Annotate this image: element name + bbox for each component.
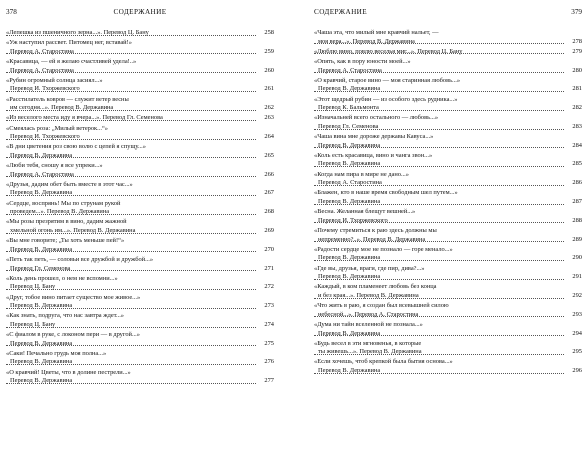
toc-entry: [6, 29, 274, 38]
toc-entry-text: «Уж наступил рассвет. Питомец нег, вставай!» Перевод А. Старостина: [6, 39, 132, 55]
toc-entry-page: 269: [264, 227, 274, 234]
toc-entry: [6, 275, 274, 292]
toc-entry: [6, 200, 274, 217]
toc-entry: [6, 114, 274, 123]
page-header: [314, 8, 582, 22]
toc-entry-text: «Когда нам пира в мире не дано...» Перевод А. Старостина: [314, 170, 409, 187]
toc-entry-text: «Люби тебя, сношу я все упреки...» Перевод А. Старостина: [6, 162, 103, 178]
toc-entry: [6, 256, 274, 273]
toc-entry-text: «Чаша эта, что милый мне кравчий нальет, — моя вера...». Перевод В. Державина: [314, 29, 439, 45]
toc-entry: [314, 246, 582, 263]
toc-entry-page: 275: [264, 339, 274, 347]
toc-entry-text: «Опять, как в пору юности моей...» Перевод А. Старостина: [314, 57, 411, 74]
toc-entry-text: «Как знать, подруга, что нас завтра ждет...» Перевод Ц. Бану: [6, 312, 125, 328]
toc-entry-text: «Каждый, в ком пламенеет любовь без конца и без края...». Перевод В. Державина: [314, 283, 437, 299]
toc-list: [314, 29, 582, 376]
toc-entry-page: 270: [264, 245, 274, 253]
toc-entry-text: «С фиалом в руке, с локоном пери — в другой...» Перевод В. Державина: [6, 331, 140, 347]
page-header: [6, 8, 274, 22]
toc-entry: [6, 77, 274, 94]
toc-entry-text: «О кравчий, старое вино — моя старинная любовь...» Перевод В. Державина: [314, 76, 461, 93]
toc-entry: [314, 152, 582, 169]
toc-entry-page: 288: [572, 216, 582, 224]
toc-entry: [314, 321, 582, 338]
toc-entry: [6, 162, 274, 179]
toc-entry: [6, 312, 274, 329]
toc-entry-page: 273: [264, 302, 274, 310]
toc-entry: [6, 369, 274, 386]
toc-entry-page: 267: [264, 189, 274, 197]
toc-entry-page: 261: [264, 85, 274, 93]
toc-entry-text: «Друзья, дадим обет быть вместе в этот час...» Перевод В. Державина: [6, 180, 133, 197]
toc-entry-text: «Будь весел в эти мгновенья, в которые ты живешь...». Перевод В. Державина: [314, 339, 422, 356]
toc-entry: [6, 181, 274, 198]
toc-entry-page: 266: [264, 170, 274, 178]
page-number: 378: [6, 8, 17, 16]
toc-entry-text: «Этот щедрый рубин — из особого здесь рудника...» Перевод К. Бальмонта: [314, 95, 458, 112]
toc-entry: [314, 340, 582, 357]
toc-entry-page: 284: [572, 141, 582, 149]
toc-entry: [314, 358, 582, 375]
toc-entry: [6, 39, 274, 56]
toc-entry: [314, 227, 582, 244]
toc-entry: [314, 29, 582, 46]
toc-entry-text: «Почему стремиться к раю здесь должны мы непременно?..». Перевод В. Державина: [314, 227, 437, 243]
toc-entry: [314, 208, 582, 225]
toc-entry-text: «В дни цветения роз свою волю с цепей я спущу...» Перевод В. Державина: [6, 143, 146, 159]
toc-entry-page: 262: [264, 104, 274, 112]
toc-entry-text: «Из веселого места иду я вчера...». Перевод Гл. Семенова: [6, 114, 163, 122]
toc-entry-text: «Радости сердце мое не познало — горе менало...» Перевод В. Державина: [314, 245, 453, 262]
toc-entry-text: «Расстилатель ковров — служит ветер весны им сегодня...». Перевод В. Державина: [6, 95, 129, 112]
toc-entry: [314, 189, 582, 206]
toc-entry: [6, 294, 274, 311]
toc-entry: [6, 125, 274, 142]
toc-entry-page: 287: [572, 198, 582, 206]
toc-entry: [6, 218, 274, 235]
toc-entry-page: 258: [264, 29, 274, 36]
toc-entry-page: 281: [572, 85, 582, 93]
toc-entry-text: «О кравчий! Цветы, что в долине пестрели...» Перевод В. Державина: [6, 368, 131, 385]
toc-entry-page: 293: [572, 310, 582, 318]
toc-entry-text: «Где вы, друзья, враги, где пир, дива?...» Перевод В. Державина: [314, 264, 425, 281]
toc-entry-page: 259: [264, 47, 274, 55]
toc-entry-page: 265: [264, 151, 274, 159]
page-number: 379: [571, 8, 582, 16]
toc-entry: [314, 114, 582, 131]
toc-entry-page: 280: [572, 66, 582, 74]
toc-entry-text: «Люблю вино, повлю веселья миг...». Перевод Ц. Бану: [314, 47, 463, 55]
toc-entry-text: «Смеялась роза: „Милый ветерок...“» Перевод И. Тхоржевского: [6, 124, 108, 141]
toc-entry-page: 282: [572, 104, 582, 112]
toc-entry-text: «Коль есть красавица, вино и чанга звон...» Перевод В. Державина: [314, 151, 433, 168]
toc-entry-page: 292: [572, 291, 582, 299]
toc-entry-page: 291: [572, 273, 582, 281]
toc-entry-text: «Если хочешь, чтоб крепкой была бытия основа...» Перевод В. Державина: [314, 358, 453, 375]
toc-entry-text: «Блажен, кто в наше время свободным шел путем...» Перевод В. Державина: [314, 189, 458, 206]
toc-entry-page: 290: [572, 254, 582, 262]
toc-entry: [6, 143, 274, 160]
toc-entry-text: «Сердце, воспрянь! Мы по струнам рукой проведем...». Перевод В. Державина: [6, 199, 121, 216]
toc-entry-page: 264: [264, 133, 274, 141]
toc-entry: [314, 77, 582, 94]
toc-list: [6, 29, 274, 386]
toc-entry-page: 272: [264, 283, 274, 291]
toc-entry-text: «Чаша вина мне дороже державы Кавуса...» Перевод В. Державина: [314, 133, 434, 149]
toc-entry-text: «Лепешка из пшеничного зерна...». Перевод Ц. Бану: [6, 29, 149, 36]
running-title: СОДЕРЖАНИЕ: [314, 8, 368, 16]
toc-entry-page: 274: [264, 320, 274, 328]
toc-entry-text: «Друг, тобое вино питает существо мое живое...» Перевод В. Державина: [6, 293, 141, 310]
toc-entry-text: «Весна. Желанная блещут вешней...» Перевод И. Тхоржевского: [314, 208, 416, 224]
toc-entry-text: «Саки! Печально грудь моя полна...» Перевод В. Державина: [6, 349, 107, 366]
running-title: СОДЕРЖАНИЕ: [113, 8, 167, 16]
toc-entry-text: «Красавица, — ей я желаю счастливей удела!..» Перевод А. Старостина: [6, 57, 137, 74]
toc-entry: [314, 48, 582, 57]
toc-entry: [314, 302, 582, 319]
toc-entry: [314, 96, 582, 113]
toc-entry-page: 295: [572, 348, 582, 356]
toc-entry-page: 276: [264, 358, 274, 366]
toc-entry: [6, 237, 274, 254]
toc-entry: [6, 58, 274, 75]
toc-entry: [314, 58, 582, 75]
toc-entry-page: 289: [572, 235, 582, 243]
toc-entry: [314, 283, 582, 300]
toc-entry-text: «Мы розы презрятим в вино, дадим жажной хмельной огонь им...». Перевод В. Державина: [6, 218, 136, 234]
toc-entry-page: 279: [572, 47, 582, 55]
toc-entry-text: «Петь так петь, — соловьи все дружбой и дружбой...» Перевод Гл. Семенова: [6, 255, 154, 272]
toc-entry-page: 286: [572, 179, 582, 187]
toc-entry: [314, 265, 582, 282]
toc-entry: [314, 171, 582, 188]
toc-entry-page: 294: [572, 329, 582, 337]
toc-entry-page: 260: [264, 66, 274, 74]
toc-entry-page: 278: [572, 37, 582, 45]
toc-entry: [314, 133, 582, 150]
toc-entry-page: 271: [264, 264, 274, 272]
toc-entry: [6, 350, 274, 367]
toc-entry-page: 263: [264, 114, 274, 122]
toc-entry-page: 296: [572, 367, 582, 375]
toc-entry: [6, 96, 274, 113]
toc-entry-page: 283: [572, 122, 582, 130]
toc-entry-text: «Коль день прошел, о нем не вспомни...» Перевод Ц. Бану: [6, 274, 118, 291]
toc-entry-text: «Изначальней всего остального — любовь...» Перевод Гл. Семенова: [314, 114, 439, 130]
toc-entry-text: «Рубин огромный солнца засиял...» Перевод И. Тхоржевского: [6, 76, 103, 93]
toc-entry: [6, 331, 274, 348]
toc-entry-page: 285: [572, 160, 582, 168]
toc-entry-page: 268: [264, 208, 274, 216]
toc-entry-page: 277: [264, 377, 274, 385]
right-page: [314, 8, 582, 377]
toc-entry-text: «Вы мне говорите; „Ты хоть меньше пей!“» Перевод В. Державина: [6, 237, 125, 253]
left-page: [6, 8, 274, 387]
toc-entry-text: «Что жить в раю, я создан был всевышней силою небесной...». Перевод А. Старостина: [314, 302, 449, 318]
toc-entry-text: «Дума ни тайн вселенной не познала...» Перевод В. Державина: [314, 320, 423, 337]
